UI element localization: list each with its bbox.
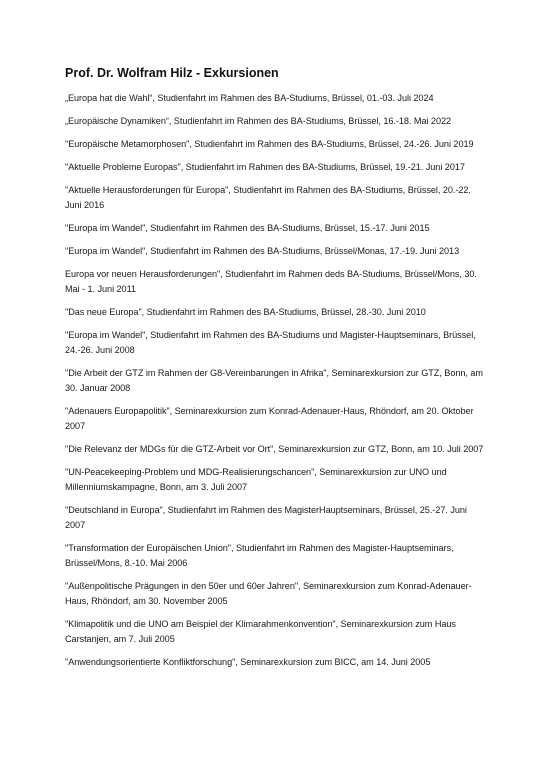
excursion-entry: "Europa im Wandel", Studienfahrt im Rahmen des BA-Studiums, Brüssel/Monas, 17.-19. Juni 2013 [65,246,460,256]
excursion-entry: "Europäische Metamorphosen", Studienfahrt im Rahmen des BA-Studiums, Brüssel, 24.-26. Juni 2019 [65,139,474,149]
excursion-entry: "Anwendungsorientierte Konfliktforschung", Seminarexkursion zum BICC, am 14. Juni 2005 [65,657,431,667]
document-page [65,66,485,678]
excursion-entry: „Europa hat die Wahl“, Studienfahrt im Rahmen des BA-Studiums, Brüssel, 01.-03. Juli 2024 [65,93,434,103]
excursion-list [65,91,485,670]
excursion-entry: "Die Relevanz der MDGs für die GTZ-Arbeit vor Ort", Seminarexkursion zur GTZ, Bonn, am 10. Juli 2007 [65,444,484,454]
excursion-entry: "Klimapolitik und die UNO am Beispiel der Klimarahmenkonvention", Seminarexkursion zum Haus Carstanjen, am 7. Juli 2005 [65,619,456,644]
excursion-entry: "Adenauers Europapolitik", Seminarexkursion zum Konrad-Adenauer-Haus, Rhöndorf, am 20. Oktober 2007 [65,406,474,431]
page-title: Prof. Dr. Wolfram Hilz - Exkursionen [65,66,279,80]
excursion-entry: "UN-Peacekeeping-Problem und MDG-Realisierungschancen", Seminarexkursion zur UNO und Millenniumskampagne, Bonn, am 3. Juli 2007 [65,467,447,492]
excursion-entry: „Europäische Dynamiken“, Studienfahrt im Rahmen des BA-Studiums, Brüssel, 16.-18. Mai 2022 [65,116,452,126]
excursion-entry: "Transformation der Europäischen Union", Studienfahrt im Rahmen des Magister-Hauptseminars, Brüssel/Mons, 8.-10. Mai 2006 [65,543,454,568]
excursion-entry: "Aktuelle Herausforderungen für Europa", Studienfahrt im Rahmen des BA-Studiums, Brüssel, 20.-22. Juni 2016 [65,185,471,210]
excursion-entry: "Außenpolitische Prägungen in den 50er und 60er Jahren", Seminarexkursion zum Konrad-Adenauer-Haus, Rhöndorf, am 30. November 2005 [65,581,472,606]
excursion-entry: "Das neue Europa", Studienfahrt im Rahmen des BA-Studiums, Brüssel, 28.-30. Juni 2010 [65,307,426,317]
excursion-entry: "Europa im Wandel", Studienfahrt im Rahmen des BA-Studiums und Magister-Hauptseminars, Brüssel, 24.-26. Juni 2008 [65,330,476,355]
excursion-entry: Europa vor neuen Herausforderungen", Studienfahrt im Rahmen deds BA-Studiums, Brüssel/Mons, 30. Mai - 1. Juni 2011 [65,269,477,294]
excursion-entry: "Europa im Wandel", Studienfahrt im Rahmen des BA-Studiums, Brüssel, 15.-17. Juni 2015 [65,223,430,233]
excursion-entry: "Die Arbeit der GTZ im Rahmen der G8-Vereinbarungen in Afrika", Seminarexkursion zur GTZ, Bonn, am 30. Januar 2008 [65,368,483,393]
excursion-entry: "Deutschland in Europa", Studienfahrt im Rahmen des MagisterHauptseminars, Brüssel, 25.-27. Juni 2007 [65,505,467,530]
excursion-entry: "Aktuelle Probleme Europas", Studienfahrt im Rahmen des BA-Studiums, Brüssel, 19.-21. Juni 2017 [65,162,465,172]
